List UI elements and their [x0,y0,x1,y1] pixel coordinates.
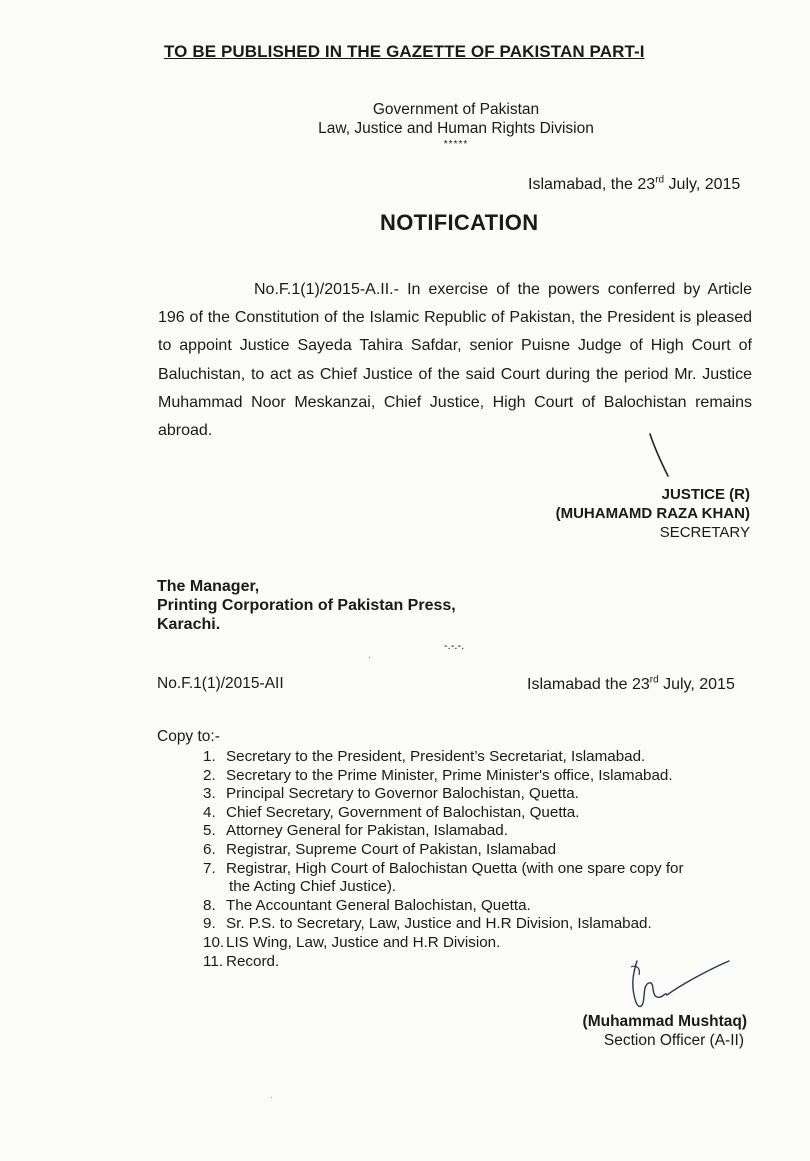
copy-to-heading: Copy to:- [157,728,220,745]
issue-date-ordinal: rd [655,174,665,186]
section-officer-name: (Muhammad Mushtaq) [582,1013,747,1030]
notification-reference: No.F.1(1)/2015-A.II.- [254,281,399,298]
copy-date-ordinal: rd [649,674,659,686]
list-item-number: 1. [203,748,216,765]
list-item-continuation: the Acting Chief Justice). [229,878,397,896]
notification-title: NOTIFICATION [380,210,539,235]
addressee-line-3: Karachi. [157,616,221,633]
list-item-text: Principal Secretary to Governor Balochistan, Quetta. [226,785,579,803]
section-officer-designation: Section Officer (A-II) [603,1032,744,1049]
section-officer-initials-icon [605,955,735,1017]
list-item [203,841,763,860]
list-item-text: Record. [226,952,280,970]
list-item-number: 11. [203,952,223,970]
issue-date-month-year: July, 2015 [664,176,741,193]
scan-speck: . [270,1090,273,1100]
list-item-text: Secretary to the Prime Minister, Prime Minister's office, Islamabad. [226,766,673,784]
list-item [203,748,763,767]
secretary-designation: SECRETARY [659,524,750,541]
list-item-text: LIS Wing, Law, Justice and H.R Division. [226,933,501,951]
secretary-title: JUSTICE (R) [661,486,750,503]
list-item-number: 3. [203,785,216,803]
notification-text: In exercise of the powers conferred by Article 196 of the Constitution of the Islamic Republic of Pakistan, the President is pleased to appoint Justice Sayeda Tahira Safdar, senior Puisne Judge of High Court of Baluchistan, to act as Chief Justice of the said Court during the period Mr. Justice Muhammad Noor Meskanzai, Chief Justice, High Court of Balochistan remains abroad. [158,281,753,440]
signature-stroke-icon [644,432,674,478]
section-separator: -.-.-. [444,640,465,652]
copy-date [527,676,735,694]
notification-body [158,276,752,445]
list-item [203,860,763,897]
list-item [203,767,763,786]
gazette-publication-heading: TO BE PUBLISHED IN THE GAZETTE OF PAKISTAN PART-I [164,42,645,61]
list-item-number: 10. [203,933,225,951]
list-item-text: Secretary to the President, President’s Secretariat, Islamabad. [226,748,646,765]
list-item [203,804,763,823]
government-name: Government of Pakistan [372,101,540,118]
list-item [203,822,763,841]
list-item-text: The Accountant General Balochistan, Quetta. [226,896,531,914]
list-item-text: Chief Secretary, Government of Balochistan, Quetta. [226,803,580,821]
list-item [203,897,763,916]
addressee-line-2: Printing Corporation of Pakistan Press, [157,597,456,614]
copy-date-text: Islamabad the 23 [527,676,650,693]
list-item-text: Attorney General for Pakistan, Islamabad. [226,822,508,840]
issue-date-text: Islamabad, the 23 [528,176,656,193]
copy-reference-number: No.F.1(1)/2015-AII [157,675,284,692]
header-stars: ***** [443,139,469,150]
list-item-number: 6. [203,840,216,858]
addressee-line-1: The Manager, [157,578,260,595]
list-item-number: 9. [203,915,216,933]
list-item-text: Sr. P.S. to Secretary, Law, Justice and H.R Division, Islamabad. [226,915,652,933]
list-item-number: 5. [203,822,216,840]
issue-date [528,176,740,194]
copy-to-list [203,748,763,971]
copy-date-month-year: July, 2015 [658,676,735,693]
list-item [203,785,763,804]
list-item-number: 8. [203,896,216,914]
division-name: Law, Justice and Human Rights Division [318,120,594,137]
secretary-name: (MUHAMAMD RAZA KHAN) [555,505,750,522]
list-item-number: 7. [203,859,216,877]
list-item-text: Registrar, High Court of Balochistan Quetta (with one spare copy for [226,859,684,877]
list-item [203,915,763,934]
list-item-text: Registrar, Supreme Court of Pakistan, Islamabad [226,840,557,858]
scan-speck: . [368,650,371,661]
list-item-number: 2. [203,766,216,784]
list-item-number: 4. [203,803,216,821]
list-item [203,934,763,953]
